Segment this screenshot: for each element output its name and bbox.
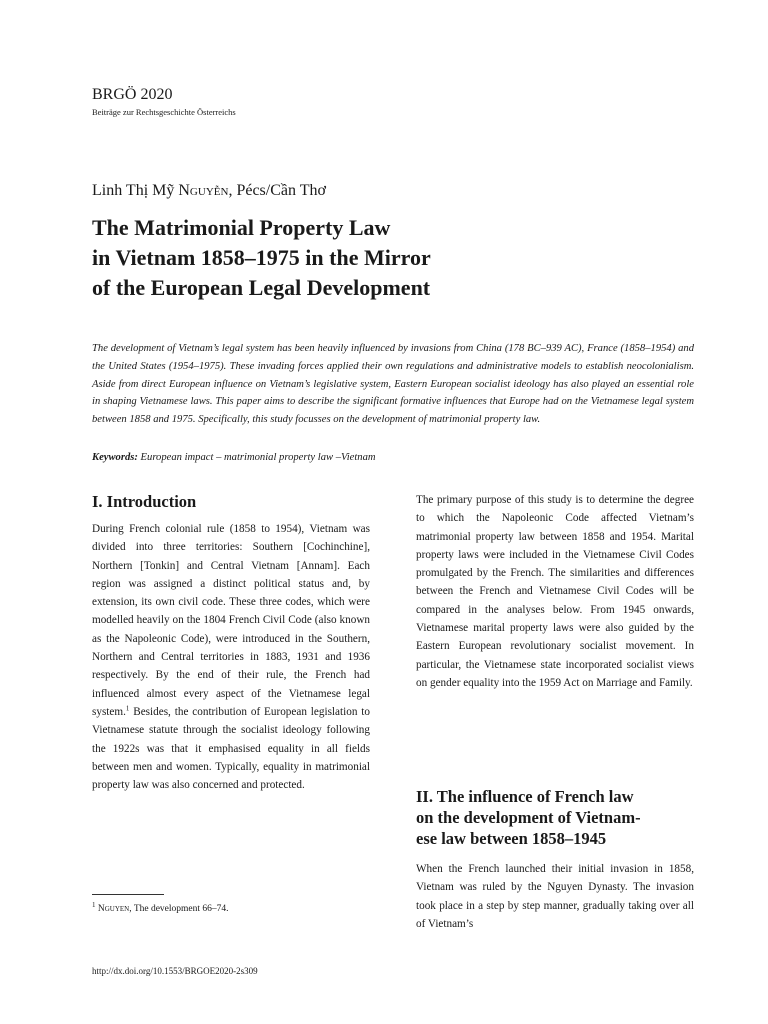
section-heading-introduction: I. Introduction [92, 492, 197, 511]
left-column [92, 491, 370, 794]
purpose-paragraph: The primary purpose of this study is to determine the degree to which the Napoleonic Code affected Vietnam’s matrimonial property law between 1858 and 1954. Marital property laws were included in the Vietnamese Civil Codes promulgated by the French. The similarities and differences between the French and Vietnamese Civil Codes will be compared in the analyses below. From 1945 onwards, Vietnamese marital property laws were also guided by the Eastern European revolutionary socialist movement. In particular, the Vietnamese state incorporated socialist views on gender equality into the 1959 Act on Marriage and Family. [416, 494, 694, 689]
title-line: in Vietnam 1858–1975 in the Mirror [92, 245, 431, 270]
footnote-text: , The development 66–74. [129, 904, 229, 914]
title-line: The Matrimonial Property Law [92, 215, 391, 240]
section-heading-french-influence [416, 786, 694, 849]
section-two-paragraph: When the French launched their initial invasion in 1858, Vietnam was ruled by the Nguyen Dynasty. The invasion took place in a step by step manner, gradually taking over all of Vietnam’s [416, 863, 694, 930]
footnote-number: 1 [92, 900, 96, 909]
introduction-text-a: During French colonial rule (1858 to 1954), Vietnam was divided into three territories: Southern [Cochinchine], Northern [Tonkin] and Central Vietnam [Annam]. Each region was assigned a distinct political status and, by extension, its own civil code. These three codes, which were modelled heavily on the 1804 French Civil Code (also known as the Napoleonic Code), were introduced in the Southern, Northern and Central territories in 1883, 1931 and 1936 respectively. By the end of their rule, the French had influenced almost every aspect of the Vietnamese legal system. [92, 523, 370, 718]
journal-subtitle: Beiträge zur Rechtsgeschichte Österreichs [92, 107, 236, 117]
keywords [92, 452, 376, 463]
section-heading-line: II. The influence of French law [416, 787, 634, 806]
introduction-paragraph [92, 520, 370, 794]
author-affiliation: , Pécs/Cần Thơ [228, 182, 326, 199]
doi-link[interactable]: http://dx.doi.org/10.1553/BRGOE2020-2s309 [92, 966, 258, 976]
journal-header [92, 86, 236, 118]
section-heading-line: ese law between 1858–1945 [416, 829, 607, 848]
keywords-text: European impact – matrimonial property law –Vietnam [137, 452, 376, 463]
footnote-divider [92, 894, 164, 895]
journal-title: BRGÖ 2020 [92, 86, 173, 103]
author-line [92, 182, 326, 200]
introduction-text-b: Besides, the contribution of European legislation to Vietnamese statute through the socialist ideology following the 1922s was that it emphasised equality in all fields between men and women. Typically, equality in matrimonial property law was also concerned and protected. [92, 705, 370, 792]
title-line: of the European Legal Development [92, 275, 431, 300]
author-given-name: Linh Thị Mỹ [92, 182, 179, 199]
author-family-name: Nguyễn [178, 182, 229, 199]
abstract: The development of Vietnam’s legal system has been heavily influenced by invasions from China (178 BC–939 AC), France (1858–1954) and the United States (1954–1975). These invading forces applied their own regulations and administrative models to establish neocolonialism. Aside from direct European influence on Vietnam’s legislative system, Eastern European socialist ideology has also played an essential role in shaping Vietnamese laws. This paper aims to describe the significant formative influences that Europe had on the Vietnamese legal system between 1858 and 1975. Specifically, this study focusses on the development of matrimonial property law. [92, 343, 694, 426]
footnote-reference[interactable]: 1 [125, 704, 130, 713]
footnote-author: Nguyen [97, 904, 130, 914]
right-column [416, 491, 694, 692]
footnote [92, 900, 229, 914]
paper-title [92, 213, 652, 303]
section-heading-line: on the development of Vietnam- [416, 808, 641, 827]
keywords-label: Keywords: [92, 452, 138, 463]
